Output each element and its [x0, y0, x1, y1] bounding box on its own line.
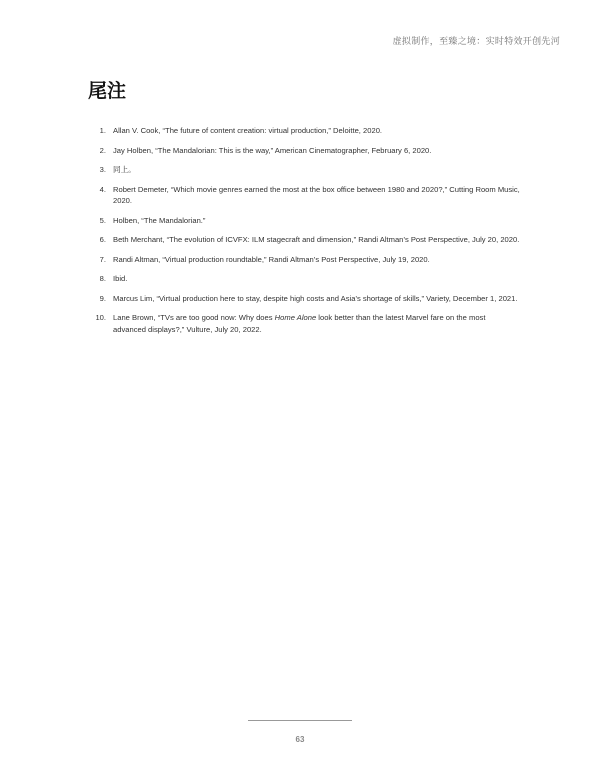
endnote-number: 5. — [99, 215, 106, 225]
endnote-4 — [88, 184, 520, 207]
endnote-text: Ibid. — [113, 274, 128, 283]
endnote-6 — [88, 234, 520, 246]
endnote-5 — [88, 215, 520, 227]
endnotes-list — [88, 125, 520, 343]
endnote-text: Robert Demeter, “Which movie genres earned the most at the box office between 1980 and 2020?,” Cutting Room Music, 2020. — [113, 184, 520, 205]
page-number: 63 — [295, 735, 305, 744]
endnote-8 — [88, 273, 520, 285]
endnote-text: Beth Merchant, “The evolution of ICVFX: ILM stagecraft and dimension,” Randi Altman’s Post Perspective, July 20, 2020. — [113, 235, 520, 244]
endnote-number: 8. — [99, 274, 106, 283]
endnote-text — [113, 312, 520, 335]
running-header: 虚拟制作，至臻之境：实时特效开创先河 — [392, 36, 560, 46]
endnote-number: 1. — [99, 126, 106, 135]
page-title: 尾注 — [88, 80, 127, 102]
endnote-text: Randi Altman, “Virtual production roundtable,” Randi Altman’s Post Perspective, July 19, 2020. — [113, 254, 430, 264]
endnote-text: Holben, “The Mandalorian.” — [113, 215, 206, 225]
endnote-number: 6. — [99, 235, 106, 244]
endnote-italic-title: Home Alone — [274, 313, 317, 322]
endnote-9 — [88, 293, 520, 305]
endnote-text-before: Lane Brown, “TVs are too good now: Why does — [113, 313, 275, 322]
endnote-number: 10. — [95, 313, 106, 322]
endnote-2 — [88, 145, 520, 157]
endnote-text: 同上。 — [113, 165, 136, 174]
endnote-number: 3. — [99, 165, 106, 174]
endnote-10 — [88, 312, 520, 335]
endnote-text: Marcus Lim, “Virtual production here to stay, despite high costs and Asia’s shortage of skills,” Variety, December 1, 2021. — [113, 293, 518, 303]
endnote-number: 2. — [99, 145, 106, 155]
endnote-number: 4. — [99, 184, 106, 194]
endnote-3 — [88, 164, 520, 176]
endnote-number: 9. — [99, 293, 106, 303]
footer-rule — [248, 720, 352, 721]
endnote-text: Allan V. Cook, “The future of content creation: virtual production,” Deloitte, 2020. — [113, 126, 383, 135]
endnote-number: 7. — [99, 254, 106, 264]
endnote-text: Jay Holben, “The Mandalorian: This is the way,” American Cinematographer, February 6, 2020. — [113, 145, 432, 155]
endnote-7 — [88, 254, 520, 266]
endnote-text-after: look better than the latest Marvel fare on the most advanced displays?,” Vulture, July 20, 2022. — [113, 313, 486, 334]
endnote-1 — [88, 125, 520, 137]
